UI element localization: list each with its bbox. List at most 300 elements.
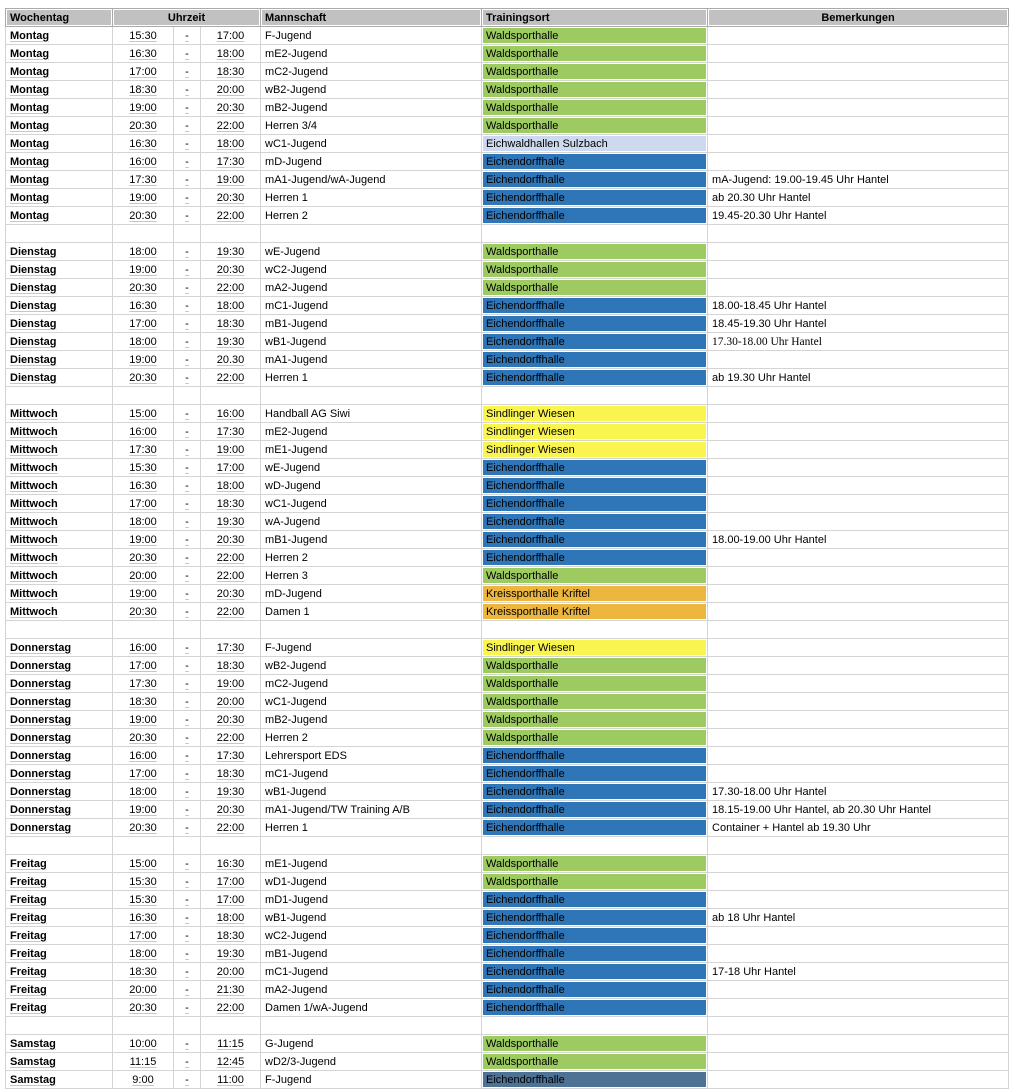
cell-location: Eichendorffhalle <box>482 315 708 333</box>
cell-time-separator: - <box>174 297 201 315</box>
schedule-sheet <box>5 8 1009 1089</box>
cell-time-separator: - <box>174 765 201 783</box>
cell-remark <box>708 585 1009 603</box>
cell-time-separator: - <box>174 315 201 333</box>
table-row <box>6 657 1009 675</box>
cell-location: Eichendorffhalle <box>482 189 708 207</box>
cell-remark <box>708 405 1009 423</box>
cell-time-start: 16:30 <box>113 477 174 495</box>
cell-time-end: 22:00 <box>201 729 261 747</box>
table-row <box>6 603 1009 621</box>
cell-time-start: 18:00 <box>113 945 174 963</box>
cell-weekday: Montag <box>6 207 113 225</box>
cell-time-end: 18:30 <box>201 765 261 783</box>
cell-time-start: 20:30 <box>113 279 174 297</box>
cell-time-separator: - <box>174 153 201 171</box>
cell-location: Eichendorffhalle <box>482 477 708 495</box>
table-row <box>6 747 1009 765</box>
cell-team: wD2/3-Jugend <box>261 1053 482 1071</box>
cell-time-start: 15:30 <box>113 891 174 909</box>
cell-location: Waldsporthalle <box>482 657 708 675</box>
cell-weekday: Donnerstag <box>6 819 113 837</box>
cell-location: Eichendorffhalle <box>482 531 708 549</box>
cell-time-start: 17:00 <box>113 495 174 513</box>
cell-location: Eichendorffhalle <box>482 819 708 837</box>
cell-time-end: 18:30 <box>201 495 261 513</box>
cell-time-start: 19:00 <box>113 351 174 369</box>
cell-weekday: Mittwoch <box>6 405 113 423</box>
cell-team: mE1-Jugend <box>261 441 482 459</box>
cell-time-end: 22:00 <box>201 603 261 621</box>
cell-weekday <box>6 621 113 639</box>
cell-team: Herren 1 <box>261 819 482 837</box>
cell-time-separator: - <box>174 261 201 279</box>
cell-weekday: Donnerstag <box>6 801 113 819</box>
cell-remark <box>708 81 1009 99</box>
cell-location <box>482 387 708 405</box>
cell-weekday: Freitag <box>6 855 113 873</box>
cell-time-separator: - <box>174 477 201 495</box>
cell-location: Eichendorffhalle <box>482 891 708 909</box>
table-row <box>6 1053 1009 1071</box>
cell-time-start: 16:00 <box>113 423 174 441</box>
cell-team: mE1-Jugend <box>261 855 482 873</box>
cell-time-separator: - <box>174 963 201 981</box>
cell-remark <box>708 873 1009 891</box>
cell-time-start: 18:00 <box>113 783 174 801</box>
cell-team: Damen 1 <box>261 603 482 621</box>
cell-time-start: 19:00 <box>113 711 174 729</box>
cell-time-separator: - <box>174 657 201 675</box>
cell-remark <box>708 459 1009 477</box>
cell-weekday: Samstag <box>6 1035 113 1053</box>
cell-time-end: 18:30 <box>201 657 261 675</box>
table-row <box>6 639 1009 657</box>
cell-remark <box>708 279 1009 297</box>
separator-row <box>6 225 1009 243</box>
table-row <box>6 207 1009 225</box>
cell-time-start: 20:30 <box>113 207 174 225</box>
cell-time-start: 16:30 <box>113 45 174 63</box>
table-row <box>6 315 1009 333</box>
cell-time-start: 20:30 <box>113 603 174 621</box>
table-row <box>6 459 1009 477</box>
table-row <box>6 801 1009 819</box>
cell-time-end: 19:30 <box>201 243 261 261</box>
cell-remark <box>708 639 1009 657</box>
cell-remark <box>708 1053 1009 1071</box>
cell-weekday: Dienstag <box>6 261 113 279</box>
cell-team: Herren 2 <box>261 207 482 225</box>
cell-remark <box>708 45 1009 63</box>
cell-time-separator: - <box>174 189 201 207</box>
cell-remark: mA-Jugend: 19.00-19.45 Uhr Hantel <box>708 171 1009 189</box>
table-row <box>6 549 1009 567</box>
cell-time-end: 20:30 <box>201 711 261 729</box>
cell-team: wB1-Jugend <box>261 783 482 801</box>
cell-time-separator: - <box>174 81 201 99</box>
cell-time-separator: - <box>174 1035 201 1053</box>
table-row <box>6 423 1009 441</box>
cell-location: Waldsporthalle <box>482 99 708 117</box>
cell-remark <box>708 153 1009 171</box>
cell-time-start: 20:30 <box>113 999 174 1017</box>
cell-time-start: 17:30 <box>113 675 174 693</box>
cell-time-start: 18:00 <box>113 333 174 351</box>
cell-time-separator: - <box>174 927 201 945</box>
cell-team: mD1-Jugend <box>261 891 482 909</box>
cell-time-end <box>201 225 261 243</box>
cell-time-start: 17:00 <box>113 657 174 675</box>
cell-time-end: 22:00 <box>201 207 261 225</box>
cell-team: wC2-Jugend <box>261 927 482 945</box>
separator-row <box>6 387 1009 405</box>
cell-weekday: Mittwoch <box>6 477 113 495</box>
cell-remark <box>708 1071 1009 1089</box>
cell-team: Herren 2 <box>261 549 482 567</box>
cell-time-end: 21:30 <box>201 981 261 999</box>
cell-team: mA1-Jugend/TW Training A/B <box>261 801 482 819</box>
cell-weekday: Mittwoch <box>6 441 113 459</box>
cell-location: Waldsporthalle <box>482 729 708 747</box>
cell-team: Herren 1 <box>261 369 482 387</box>
separator-row <box>6 837 1009 855</box>
cell-time-separator: - <box>174 999 201 1017</box>
cell-remark <box>708 621 1009 639</box>
table-row <box>6 1071 1009 1089</box>
cell-remark <box>708 747 1009 765</box>
cell-team: Herren 3/4 <box>261 117 482 135</box>
cell-weekday: Donnerstag <box>6 711 113 729</box>
cell-time-end: 17:00 <box>201 873 261 891</box>
cell-location: Waldsporthalle <box>482 27 708 45</box>
header-weekday: Wochentag <box>6 9 113 27</box>
table-row <box>6 333 1009 351</box>
cell-team: mB2-Jugend <box>261 99 482 117</box>
cell-time-start: 20:30 <box>113 819 174 837</box>
cell-team: mE2-Jugend <box>261 45 482 63</box>
table-row <box>6 63 1009 81</box>
cell-location: Eichendorffhalle <box>482 1071 708 1089</box>
cell-remark <box>708 477 1009 495</box>
cell-time-separator: - <box>174 981 201 999</box>
cell-time-start <box>113 621 174 639</box>
cell-location: Eichendorffhalle <box>482 171 708 189</box>
cell-time-end: 18:00 <box>201 477 261 495</box>
cell-remark <box>708 135 1009 153</box>
cell-time-start: 11:15 <box>113 1053 174 1071</box>
cell-location: Waldsporthalle <box>482 855 708 873</box>
cell-team <box>261 225 482 243</box>
cell-remark: 18.45-19.30 Uhr Hantel <box>708 315 1009 333</box>
cell-time-separator <box>174 621 201 639</box>
cell-remark <box>708 99 1009 117</box>
cell-weekday: Mittwoch <box>6 567 113 585</box>
cell-location: Waldsporthalle <box>482 567 708 585</box>
cell-time-end <box>201 621 261 639</box>
cell-time-separator: - <box>174 333 201 351</box>
cell-time-separator: - <box>174 729 201 747</box>
cell-remark: 18.00-18.45 Uhr Hantel <box>708 297 1009 315</box>
cell-time-separator: - <box>174 1071 201 1089</box>
cell-time-start: 19:00 <box>113 189 174 207</box>
cell-remark <box>708 693 1009 711</box>
cell-remark <box>708 927 1009 945</box>
cell-time-separator: - <box>174 711 201 729</box>
cell-time-end: 16:00 <box>201 405 261 423</box>
cell-time-start: 15:00 <box>113 855 174 873</box>
cell-time-start <box>113 1017 174 1035</box>
cell-weekday: Freitag <box>6 927 113 945</box>
cell-weekday <box>6 1017 113 1035</box>
table-row <box>6 351 1009 369</box>
cell-weekday: Donnerstag <box>6 639 113 657</box>
cell-weekday: Dienstag <box>6 243 113 261</box>
cell-time-separator: - <box>174 819 201 837</box>
cell-location: Waldsporthalle <box>482 873 708 891</box>
cell-location: Waldsporthalle <box>482 261 708 279</box>
cell-time-end: 20:30 <box>201 801 261 819</box>
table-row <box>6 189 1009 207</box>
cell-time-separator: - <box>174 1053 201 1071</box>
cell-time-start <box>113 387 174 405</box>
cell-time-start: 19:00 <box>113 261 174 279</box>
cell-time-start: 17:30 <box>113 441 174 459</box>
cell-team: mC1-Jugend <box>261 963 482 981</box>
cell-team: wB1-Jugend <box>261 909 482 927</box>
cell-team: mC2-Jugend <box>261 675 482 693</box>
cell-time-start: 18:30 <box>113 963 174 981</box>
cell-time-end: 20:30 <box>201 189 261 207</box>
table-row <box>6 81 1009 99</box>
cell-remark: Container + Hantel ab 19.30 Uhr <box>708 819 1009 837</box>
cell-remark <box>708 441 1009 459</box>
cell-location: Sindlinger Wiesen <box>482 423 708 441</box>
cell-time-separator: - <box>174 585 201 603</box>
cell-time-start: 19:00 <box>113 801 174 819</box>
cell-time-end: 17:00 <box>201 459 261 477</box>
table-row <box>6 405 1009 423</box>
cell-time-separator: - <box>174 45 201 63</box>
cell-weekday: Donnerstag <box>6 729 113 747</box>
cell-time-end: 19:30 <box>201 333 261 351</box>
cell-time-end: 17:30 <box>201 153 261 171</box>
table-row <box>6 495 1009 513</box>
cell-location: Eichendorffhalle <box>482 513 708 531</box>
cell-weekday: Montag <box>6 99 113 117</box>
table-row <box>6 153 1009 171</box>
cell-location <box>482 1017 708 1035</box>
cell-time-separator: - <box>174 855 201 873</box>
table-row <box>6 585 1009 603</box>
cell-location: Waldsporthalle <box>482 675 708 693</box>
cell-team: F-Jugend <box>261 1071 482 1089</box>
cell-remark <box>708 765 1009 783</box>
cell-time-start: 20:30 <box>113 549 174 567</box>
cell-location: Waldsporthalle <box>482 45 708 63</box>
cell-team <box>261 621 482 639</box>
cell-time-start: 18:00 <box>113 513 174 531</box>
cell-time-end: 22:00 <box>201 117 261 135</box>
cell-time-separator: - <box>174 423 201 441</box>
cell-location: Eichendorffhalle <box>482 783 708 801</box>
cell-time-end: 17:30 <box>201 423 261 441</box>
cell-team: mB2-Jugend <box>261 711 482 729</box>
cell-time-end <box>201 1017 261 1035</box>
cell-location: Eichendorffhalle <box>482 927 708 945</box>
cell-remark <box>708 387 1009 405</box>
cell-time-separator: - <box>174 63 201 81</box>
cell-weekday: Samstag <box>6 1071 113 1089</box>
cell-weekday: Dienstag <box>6 279 113 297</box>
cell-time-start: 20:00 <box>113 981 174 999</box>
cell-time-separator: - <box>174 909 201 927</box>
cell-weekday: Montag <box>6 117 113 135</box>
table-body <box>6 27 1009 1089</box>
cell-location: Eichendorffhalle <box>482 459 708 477</box>
cell-time-start: 9:00 <box>113 1071 174 1089</box>
cell-remark <box>708 1017 1009 1035</box>
cell-time-end: 20:00 <box>201 963 261 981</box>
cell-time-separator: - <box>174 801 201 819</box>
cell-remark: 18.00-19.00 Uhr Hantel <box>708 531 1009 549</box>
cell-location: Waldsporthalle <box>482 279 708 297</box>
cell-location: Waldsporthalle <box>482 693 708 711</box>
cell-weekday: Mittwoch <box>6 513 113 531</box>
cell-remark: 19.45-20.30 Uhr Hantel <box>708 207 1009 225</box>
cell-team: mC1-Jugend <box>261 765 482 783</box>
cell-time-start <box>113 837 174 855</box>
table-row <box>6 909 1009 927</box>
header-row <box>6 9 1009 27</box>
header-team: Mannschaft <box>261 9 482 27</box>
cell-time-separator: - <box>174 369 201 387</box>
cell-time-end <box>201 837 261 855</box>
cell-remark <box>708 225 1009 243</box>
cell-time-end: 19:30 <box>201 513 261 531</box>
cell-time-separator: - <box>174 531 201 549</box>
cell-time-end: 19:30 <box>201 945 261 963</box>
cell-location: Sindlinger Wiesen <box>482 639 708 657</box>
cell-team: wD1-Jugend <box>261 873 482 891</box>
table-row <box>6 531 1009 549</box>
cell-team: mA1-Jugend <box>261 351 482 369</box>
cell-team: G-Jugend <box>261 1035 482 1053</box>
cell-time-start: 20:30 <box>113 729 174 747</box>
cell-time-start: 17:00 <box>113 927 174 945</box>
cell-remark <box>708 981 1009 999</box>
table-row <box>6 729 1009 747</box>
cell-weekday: Montag <box>6 45 113 63</box>
cell-time-start: 18:00 <box>113 243 174 261</box>
cell-team: mA1-Jugend/wA-Jugend <box>261 171 482 189</box>
cell-weekday: Montag <box>6 189 113 207</box>
cell-remark <box>708 711 1009 729</box>
cell-time-start: 18:30 <box>113 81 174 99</box>
cell-team: mC1-Jugend <box>261 297 482 315</box>
cell-weekday: Donnerstag <box>6 783 113 801</box>
cell-location: Waldsporthalle <box>482 711 708 729</box>
cell-location <box>482 621 708 639</box>
cell-time-start: 16:00 <box>113 747 174 765</box>
cell-location: Kreissporthalle Kriftel <box>482 603 708 621</box>
cell-team: Herren 3 <box>261 567 482 585</box>
cell-time-separator <box>174 837 201 855</box>
cell-time-separator: - <box>174 945 201 963</box>
cell-location: Eichendorffhalle <box>482 981 708 999</box>
cell-weekday: Mittwoch <box>6 531 113 549</box>
cell-time-start: 15:30 <box>113 459 174 477</box>
cell-team: mD-Jugend <box>261 585 482 603</box>
cell-weekday <box>6 225 113 243</box>
cell-location: Kreissporthalle Kriftel <box>482 585 708 603</box>
cell-remark <box>708 999 1009 1017</box>
table-row <box>6 27 1009 45</box>
table-row <box>6 243 1009 261</box>
cell-time-separator: - <box>174 441 201 459</box>
cell-team: F-Jugend <box>261 639 482 657</box>
cell-time-end: 20:00 <box>201 693 261 711</box>
cell-location: Eichendorffhalle <box>482 297 708 315</box>
cell-time-separator: - <box>174 693 201 711</box>
cell-time-end: 11:15 <box>201 1035 261 1053</box>
table-row <box>6 945 1009 963</box>
cell-team: Herren 2 <box>261 729 482 747</box>
cell-location: Eichendorffhalle <box>482 747 708 765</box>
table-row <box>6 855 1009 873</box>
cell-weekday: Mittwoch <box>6 603 113 621</box>
cell-weekday: Freitag <box>6 981 113 999</box>
cell-location: Eichendorffhalle <box>482 999 708 1017</box>
table-row <box>6 873 1009 891</box>
cell-time-separator: - <box>174 405 201 423</box>
cell-team: Handball AG Siwi <box>261 405 482 423</box>
cell-location: Eichendorffhalle <box>482 369 708 387</box>
table-row <box>6 693 1009 711</box>
cell-time-start: 20:30 <box>113 369 174 387</box>
cell-time-separator: - <box>174 99 201 117</box>
cell-remark <box>708 837 1009 855</box>
cell-time-start: 17:30 <box>113 171 174 189</box>
cell-remark <box>708 513 1009 531</box>
cell-time-end: 17:30 <box>201 747 261 765</box>
cell-time-separator: - <box>174 513 201 531</box>
cell-team: mB1-Jugend <box>261 531 482 549</box>
cell-time-end: 20:30 <box>201 99 261 117</box>
cell-time-end: 18:30 <box>201 927 261 945</box>
cell-remark <box>708 657 1009 675</box>
cell-time-end: 18:00 <box>201 297 261 315</box>
table-row <box>6 477 1009 495</box>
cell-location: Sindlinger Wiesen <box>482 441 708 459</box>
cell-time-start: 16:30 <box>113 297 174 315</box>
cell-remark <box>708 945 1009 963</box>
table-row <box>6 99 1009 117</box>
cell-time-start: 16:00 <box>113 153 174 171</box>
cell-remark <box>708 855 1009 873</box>
cell-weekday: Mittwoch <box>6 549 113 567</box>
cell-weekday: Montag <box>6 63 113 81</box>
cell-location <box>482 837 708 855</box>
cell-remark <box>708 63 1009 81</box>
cell-time-separator: - <box>174 243 201 261</box>
cell-location: Eichendorffhalle <box>482 963 708 981</box>
cell-remark <box>708 27 1009 45</box>
cell-weekday: Mittwoch <box>6 585 113 603</box>
cell-time-start <box>113 225 174 243</box>
table-row <box>6 171 1009 189</box>
cell-location: Waldsporthalle <box>482 243 708 261</box>
